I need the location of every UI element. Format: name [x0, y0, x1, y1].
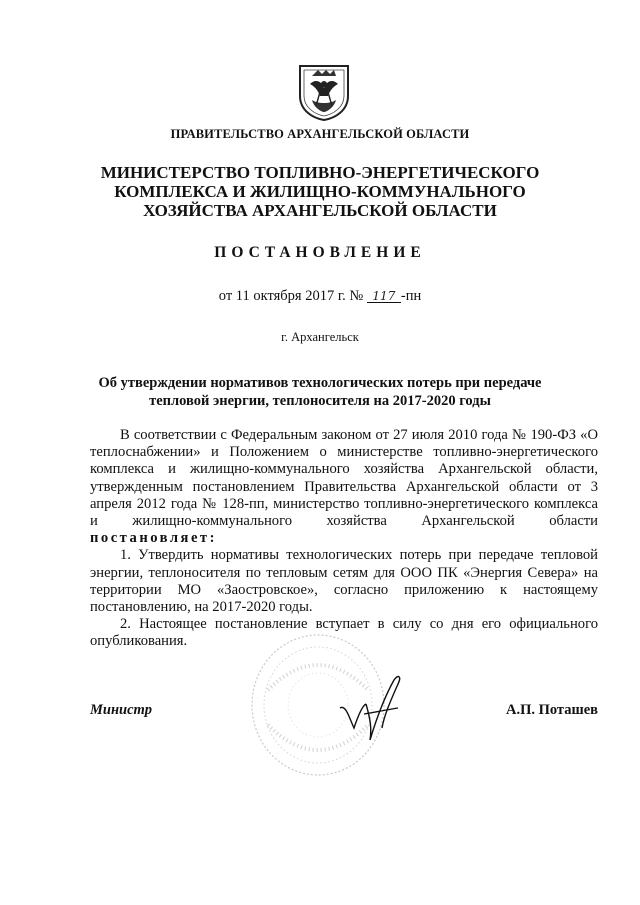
decree-word: постановляет — [90, 530, 210, 547]
handwritten-signature-icon — [336, 668, 416, 748]
government-name: ПРАВИТЕЛЬСТВО АРХАНГЕЛЬСКОЙ ОБЛАСТИ — [170, 127, 470, 141]
subject-line2: тепловой энергии, теплоносителя на 2017-2020 годы — [149, 393, 491, 409]
date-line — [0, 288, 640, 305]
ministry-name-line2: КОМПЛЕКСА И ЖИЛИЩНО-КОММУНАЛЬНОГО — [114, 182, 526, 201]
document-number: 117 — [367, 290, 401, 303]
number-suffix: -пн — [400, 288, 422, 304]
coat-of-arms-icon — [296, 62, 352, 122]
preamble-paragraph — [90, 427, 598, 547]
city: г. Архангельск — [281, 330, 359, 344]
decree-colon: : — [209, 530, 215, 547]
document-body — [90, 427, 598, 651]
subject-line1: Об утверждении нормативов технологических потерь при передаче — [98, 375, 542, 391]
clause-1: 1. Утвердить нормативы технологических потерь при передаче тепловой энергии, теплоносителя по тепловым сетям для ООО ПК «Энергия Севера» на территории МО «Заостровское», согласно приложению к настоящему постановлению, на 2017-2020 годы. — [90, 547, 598, 616]
ministry-name-line1: МИНИСТЕРСТВО ТОПЛИВНО-ЭНЕРГЕТИЧЕСКОГО — [100, 163, 540, 182]
preamble-text: В соответствии с Федеральным законом от 27 июля 2010 года № 190-ФЗ «О теплоснабжении» и Положением о министерстве топливно-энергетического комплекса и жилищно-коммунального хозяйства Архангельской области, утвержденным постановлением Правительства Архангельской области от 3 апреля 2012 года № 128-пп, министерство топливно-энергетического комплекса и жилищно-коммунального хозяйства Архангельской области — [90, 427, 598, 530]
document-subject — [0, 374, 640, 410]
clause-2: 2. Настоящее постановление вступает в силу со дня его официального опубликования. — [90, 616, 598, 650]
ministry-name — [0, 163, 640, 220]
signer-name: А.П. Поташев — [505, 702, 598, 718]
signer-position: Министр — [90, 702, 153, 718]
date-prefix: от 11 октября 2017 г. № — [218, 288, 364, 304]
ministry-name-line3: ХОЗЯЙСТВА АРХАНГЕЛЬСКОЙ ОБЛАСТИ — [143, 201, 497, 220]
document-type: ПОСТАНОВЛЕНИЕ — [214, 244, 426, 261]
